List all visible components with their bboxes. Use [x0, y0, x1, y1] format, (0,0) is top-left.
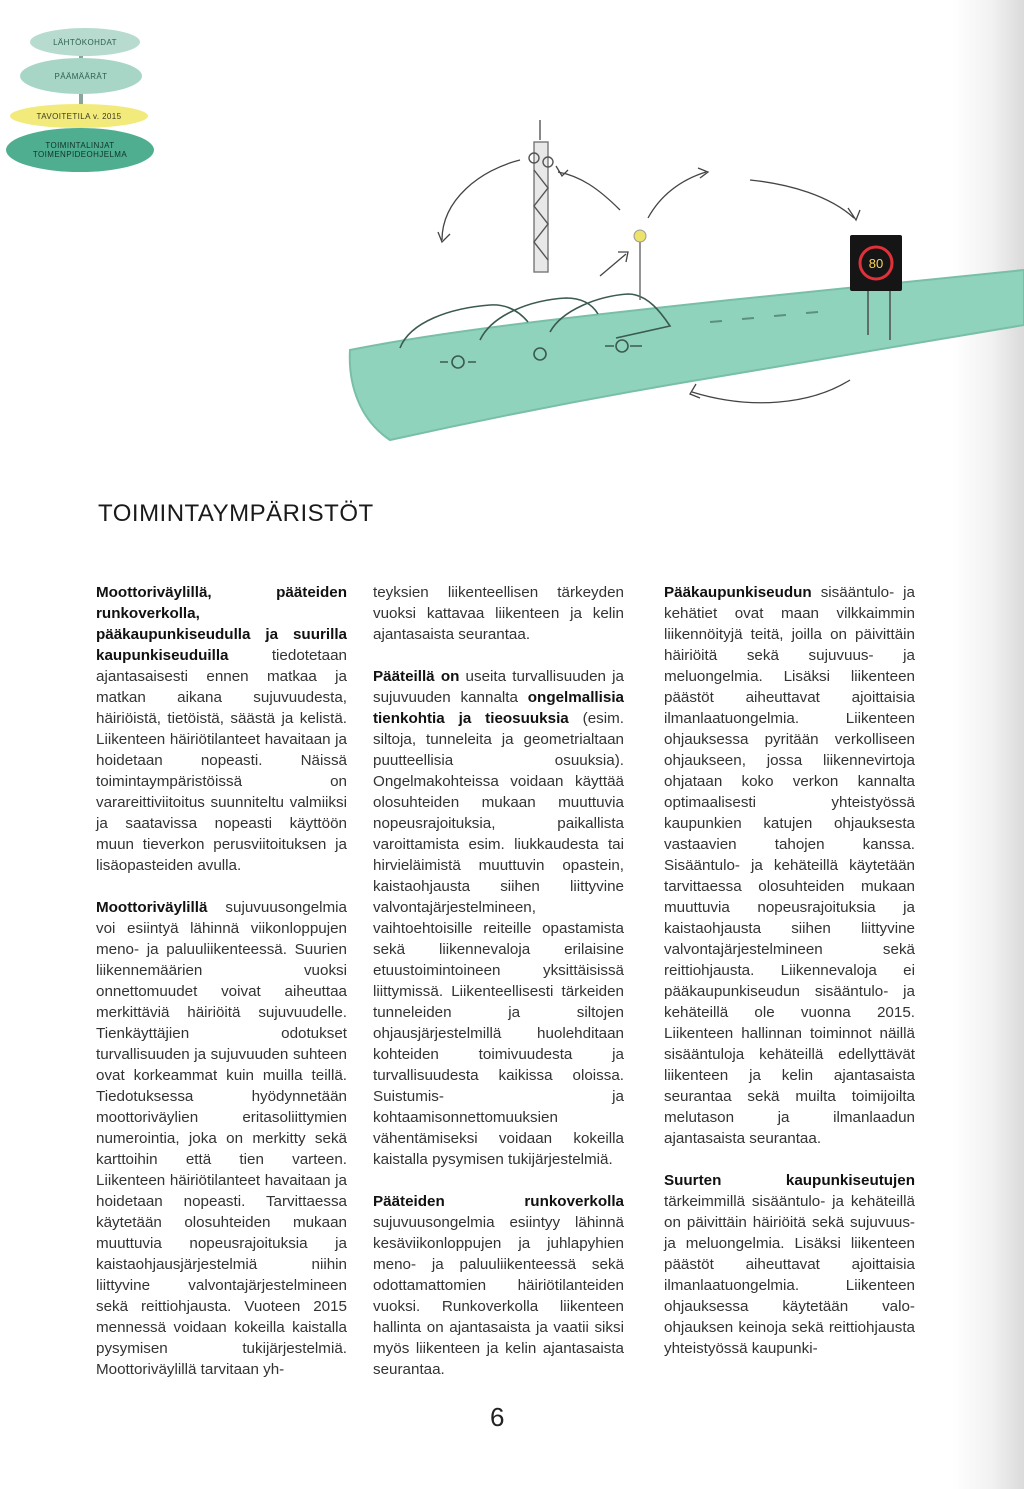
badge-policy — [6, 128, 154, 172]
section-title: TOIMINTAYMPÄRISTÖT — [98, 500, 374, 527]
process-badges — [0, 0, 170, 180]
body-text: (esim. siltoja, tunneleita ja geometrialtaan puutteellisia osuuksia). Ongelmakohteissa voidaan käyttää olosuhteiden mukaan muuttuvia nopeusrajoituksia, paikallista varoittamista esim. liukkaudesta tai hirvieläimistä muuttuvin opastein, kaistaohjausta siihen liittyvine valvontajärjestelmineen, vaihtoehtoisille reiteille opastamista sekä liikennevaloja erilaisine etuustoimintoineen yksittäisissä liittymissä. Liikenteellisesti tärkeiden tunneleiden ja siltojen ohjausjärjestelmillä huolehditaan kohteiden toimivuudesta ja turvallisuudesta kaikissa oloissa. Suistumis- ja kohtaamisonnettomuuksien vähentämiseksi voidaan kokeilla kaistalla pysymisen tukijärjestelmiä. — [373, 710, 624, 1168]
paragraph — [664, 582, 915, 1149]
paragraph — [664, 1170, 915, 1359]
body-text: useita turvallisuuden ja sujuvuuden kannalta — [373, 668, 624, 706]
badge-goals — [20, 58, 142, 94]
traffic-illustration — [330, 100, 1024, 450]
bold-lead-text: Suurten kaupunkiseutujen — [664, 1172, 915, 1189]
paragraph — [373, 582, 624, 645]
badge-start-label: LÄHTÖKOHDAT — [53, 37, 117, 47]
body-text: sujuvuusongelmia esiintyy lähinnä kesäviikonloppujen ja juhlapyhien meno- ja paluuliikenteessä sekä odottamattomien häiriötilanteiden vuoksi. Runkoverkolla liikenteen hallinta on ajantasaista ja vaatii siksi myös liikenteen ja kelin ajantasaista seurantaa. — [373, 1214, 624, 1378]
badge-target-label: TAVOITETILA v. 2015 — [36, 111, 122, 121]
badge-start — [30, 28, 140, 56]
badge-target — [10, 104, 148, 128]
speed-limit-text: 80 — [868, 256, 884, 271]
traffic-light — [634, 230, 646, 300]
text-column-2 — [373, 582, 624, 1401]
badge-goals-label: PÄÄMÄÄRÄT — [54, 71, 108, 81]
text-column-1 — [96, 582, 347, 1401]
bold-lead-text: Pääteiden runkoverkolla — [373, 1193, 624, 1210]
body-text: tärkeimmillä sisääntulo- ja kehäteillä on päivittäin häiriöitä sekä sujuvuus- ja meluongelmia. Lisäksi liikenteen päästöt aiheuttavat ajoittaisia ilmanlaatuongelmia. Liikenteen ohjauksessa käytetään valo-ohjauksen keinoja sekä reittiohjausta yhteistyössä kaupunki- — [664, 1193, 915, 1357]
paragraph — [373, 666, 624, 1170]
bold-lead-text: Pääkaupunkiseudun — [664, 584, 812, 601]
paragraph — [96, 897, 347, 1380]
radio-mast — [529, 120, 553, 272]
badge-policy-line1: TOIMINTALINJAT — [45, 141, 115, 150]
bold-lead-text: Moottoriväylillä — [96, 899, 208, 916]
bold-lead-text: Pääteillä on — [373, 668, 460, 685]
badge-policy-line2: TOIMENPIDEOHJELMA — [32, 150, 128, 159]
bold-lead-text: Moottoriväylillä, pääteiden runkoverkolla, pääkaupunkiseudulla ja suurilla kaupunkiseuduilla — [96, 584, 347, 664]
body-text: teyksien liikenteellisen tärkeyden vuoksi kattavaa liikenteen ja kelin ajantasaista seurantaa. — [373, 584, 624, 643]
road-shape — [350, 270, 1024, 440]
body-text: sujuvuusongelmia voi esiintyä lähinnä viikonloppujen meno- ja paluuliikenteessä. Suurien liikennemäärien vuoksi onnettomuudet voivat aiheuttaa merkittäviä häiriöitä sujuvuudelle. Tienkäyttäjien odotukset turvallisuuden ja sujuvuuden suhteen ovat korkeammat kuin muilla teillä. Tiedotuksessa hyödynnetään moottoriväylien eritasoliittymien numerointia, joka on merkitty sekä karttoihin että tien varteen. Liikenteen häiriötilanteet havaitaan ja hoidetaan nopeasti. Tarvittaessa käytetään olosuhteiden mukaan muuttuvia nopeusrajoituksia ja kaistaohjausjärjestelmiä niihin liittyvine valvontajärjestelmineen sekä reittiohjausta. Vuoteen 2015 mennessä voidaan kokeilla kaistalla pysymisen tukijärjestelmiä. Moottoriväylillä tarvitaan yh- — [96, 899, 347, 1378]
page-number: 6 — [490, 1402, 505, 1432]
body-text: sisääntulo- ja kehätiet ovat maan vilkkaimmin liikennöityjä teitä, joilla on päivittäin häiriöitä sekä sujuvuus- ja meluongelmia. Lisäksi liikenteen päästöt aiheuttavat ajoittaisia ilmanlaatuongelmia. Liikenteen ohjauksessa pyritään verkolliseen ohjaukseen, jossa liikennevirtoja ohjataan koko verkon kannalta optimaalisesti yhteistyössä kaupunkien katujen ohjauksesta vastaavien tahojen kanssa. Sisääntulo- ja kehäteillä käytetään tarvittaessa olosuhteiden mukaan muuttuvia nopeusrajoituksia ja kaistaohjausta siihen liittyvine valvontajärjestelmineen sekä reittiohjausta. Liikennevaloja ei pääkaupunkiseudun sisääntulo- ja kehäteillä ole vuonna 2015. Liikenteen hallinnan toiminnot näillä sisääntuloja kehäteillä edellyttävät liikenteen ja kelin ajantasaista seurantaa sekä muilta toimijoilta melutason ja ilmanlaadun ajantasaista seurantaa. — [664, 584, 915, 1147]
paragraph — [96, 582, 347, 876]
bold-lead-text: ongelmallisia tienkohtia ja tieosuuksia — [373, 689, 624, 727]
text-column-3 — [664, 582, 915, 1380]
paragraph — [373, 1191, 624, 1380]
body-text: tiedotetaan ajantasaisesti ennen matkaa ja matkan aikana sujuvuudesta, häiriöistä, tietöistä, säästä ja kelistä. Liikenteen häiriötilanteet havaitaan ja hoidetaan nopeasti. Näissä toimintaympäristöissä on varareittiviitoitus suunniteltu valmiiksi ja saatavissa nopeasti käyttöön muun tieverkon perusviitoituksen ja lisäopasteiden avulla. — [96, 647, 347, 874]
